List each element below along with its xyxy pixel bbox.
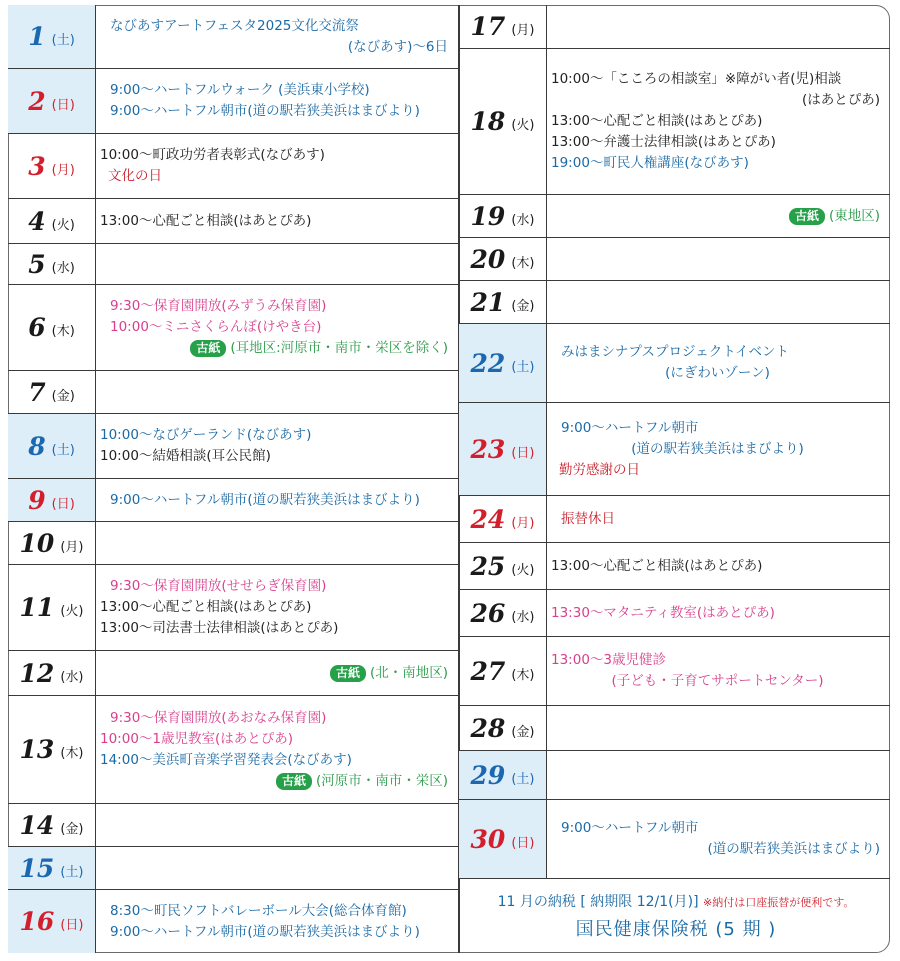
day-row [459,705,890,750]
day-number: 23 [470,434,506,464]
event-list [100,134,452,198]
day-number: 19 [470,201,506,231]
event-list [100,414,452,478]
day-number: 27 [470,656,506,686]
paper-collection-badge: 古紙 [789,208,825,225]
event-item: 13:00～心配ごと相談(はあとぴあ) [100,212,312,229]
date-cell [8,479,96,521]
event-item: (はあとぴあ) [801,92,880,108]
day-of-week: (土) [51,33,75,48]
day-row [459,750,890,799]
event-list [551,403,884,495]
date-cell [8,414,96,478]
paper-collection-area: (河原市・南市・栄区) [315,772,448,789]
tax-deadline [462,891,890,911]
day-of-week: (日) [60,918,84,933]
date-cell [459,238,547,280]
day-row [459,323,890,402]
event-list [551,543,884,589]
day-number: 29 [470,760,506,790]
event-list [100,5,452,68]
day-number: 28 [470,713,506,743]
date-cell [459,49,547,194]
event-list [551,496,884,542]
event-item: 振替休日 [561,510,615,527]
event-item: (子ども・子育てサポートセンター) [611,673,824,689]
event-item: 9:00～ハートフルウォーク (美浜東小学校) [110,82,370,98]
date-cell [8,5,96,68]
day-number: 14 [19,810,55,840]
event-item: みはまシナプスプロジェクトイベント [561,344,790,360]
day-of-week: (金) [60,821,84,837]
event-item: 10:00～「こころの相談室」※障がい者(児)相談 [551,71,842,87]
event-list [551,706,884,750]
paper-collection [100,338,452,359]
paper-collection [100,771,452,792]
paper-collection-badge: 古紙 [330,665,366,682]
event-list [100,522,452,564]
tax-deadline-text: 11 月の納税 [ 納期限 12/1(月)] [497,894,699,910]
day-of-week: (日) [51,496,75,512]
day-row [8,564,458,650]
date-cell [459,281,547,323]
day-number: 24 [470,504,506,534]
day-of-week: (木) [511,667,535,683]
event-item: 13:00～司法書士法律相談(はあとぴあ) [100,620,339,636]
date-cell [8,696,96,803]
day-row [8,846,458,889]
event-list [100,565,452,650]
event-list [551,238,884,280]
day-row [459,636,890,705]
day-of-week: (金) [511,724,535,740]
day-number: 11 [19,593,55,622]
day-number: 12 [19,658,55,688]
day-row [8,889,458,953]
event-list [551,751,884,799]
event-item: 9:00～ハートフル朝市 [561,820,699,836]
day-number: 15 [19,853,55,883]
paper-collection [100,663,452,684]
day-row [8,413,458,478]
event-item: 9:30～保育園開放(せせらぎ保育園) [110,578,327,594]
event-item: (なびあす)～6日 [347,38,448,55]
day-row [459,237,890,280]
day-number: 6 [28,313,46,342]
day-number: 21 [470,287,506,317]
event-item: 10:00～ミニさくらんぼ(けやき台) [110,319,322,335]
day-row [459,589,890,636]
date-cell [8,522,96,564]
day-number: 25 [470,551,506,581]
day-number: 13 [19,735,55,764]
event-list [100,479,452,521]
date-cell [8,69,96,133]
event-item: 10:00～結婚相談(耳公民館) [100,448,271,464]
date-cell [8,890,96,953]
day-of-week: (火) [60,604,84,619]
day-number: 20 [470,244,506,274]
date-cell [459,751,547,799]
date-cell [459,590,547,636]
paper-collection-area: (北・南地区) [369,664,448,681]
event-list [100,69,452,133]
day-row [459,542,890,589]
day-number: 4 [28,206,46,236]
event-list [551,195,884,237]
event-list [551,637,884,705]
event-list [100,651,452,695]
event-list [100,696,452,803]
event-list [100,804,452,846]
event-list [551,590,884,636]
day-number: 22 [470,348,506,378]
event-item: 9:00～ハートフル朝市(道の駅若狭美浜はまびより) [110,923,420,940]
day-number: 7 [28,377,46,407]
day-row [8,68,458,133]
date-cell [8,847,96,889]
day-number: 8 [28,431,46,461]
day-number: 3 [28,151,46,181]
day-row [459,799,890,878]
paper-collection-area: (東地区) [828,207,880,224]
day-number: 10 [19,528,55,558]
event-item: (道の駅若狭美浜はまびより) [707,841,880,857]
date-cell [8,244,96,284]
day-of-week: (土) [511,771,535,787]
date-cell [8,804,96,846]
day-number: 5 [28,249,46,279]
day-of-week: (火) [511,118,535,133]
date-cell [459,706,547,750]
day-number: 26 [470,598,506,628]
event-list [551,5,884,48]
event-item: (道の駅若狭美浜はまびより) [631,440,804,457]
day-of-week: (日) [511,445,535,461]
day-of-week: (日) [51,97,75,113]
event-item: 13:00～心配ごと相談(はあとぴあ) [551,557,763,574]
event-item: 9:00～ハートフル朝市(道の駅若狭美浜はまびより) [110,103,420,119]
day-of-week: (月) [511,515,535,531]
day-row [8,243,458,284]
date-cell [459,543,547,589]
day-row [8,521,458,564]
day-row [459,48,890,194]
day-of-week: (日) [511,835,535,851]
event-item: 10:00～1歳児教室(はあとぴあ) [100,730,294,747]
day-row [8,803,458,846]
tax-note: ※納付は口座振替が便利です。 [703,896,855,909]
event-item: 14:00～美浜町音楽学習発表会(なびあす) [100,751,352,768]
paper-collection-badge: 古紙 [276,773,312,790]
day-row [8,133,458,198]
event-item: 19:00～町民人権講座(なびあす) [551,155,749,171]
day-number: 18 [470,107,506,136]
day-row [8,198,458,243]
event-list [100,890,452,953]
event-list [551,49,884,194]
event-item: (にぎわいゾーン) [665,365,770,381]
date-cell [459,800,547,878]
event-item: 9:00～ハートフル朝市 [561,419,699,436]
day-of-week: (土) [511,359,535,375]
date-cell [459,195,547,237]
day-of-week: (月) [511,23,535,38]
tax-item: 国民健康保険税 (5 期 ) [575,919,777,940]
date-cell [8,285,96,370]
day-number: 9 [28,485,46,515]
day-row [459,5,890,48]
date-cell [8,371,96,413]
event-item: 13:30～マタニティ教室(はあとぴあ) [551,604,775,621]
date-cell [459,403,547,495]
event-list [100,371,452,413]
date-cell [8,199,96,243]
event-item: 9:00～ハートフル朝市(道の駅若狭美浜はまびより) [110,491,420,508]
day-of-week: (木) [60,746,84,761]
date-cell [459,324,547,402]
event-list [100,847,452,889]
event-item: 8:30～町民ソフトバレーボール大会(総合体育館) [110,902,407,919]
event-item: 13:00～3歳児健診 [551,652,666,668]
day-number: 1 [28,22,46,51]
event-item: 10:00～町政功労者表彰式(なびあす) [100,147,325,163]
date-cell [459,496,547,542]
day-row [459,280,890,323]
event-list [100,244,452,284]
day-row [459,495,890,542]
day-of-week: (木) [511,255,535,271]
day-of-week: (水) [51,260,75,276]
date-cell [8,651,96,695]
day-of-week: (土) [60,864,84,880]
event-item: 文化の日 [108,168,162,184]
day-row [8,5,458,68]
day-row [8,370,458,413]
event-item: 13:00～弁護士法律相談(はあとぴあ) [551,134,776,150]
event-item: 9:30～保育園開放(みずうみ保育園) [110,298,327,314]
paper-collection-badge: 古紙 [190,340,226,357]
paper-collection-area: (耳地区:河原市・南市・栄区を除く) [230,340,448,356]
event-item: 13:00～心配ごと相談(はあとぴあ) [100,599,312,615]
date-cell [8,565,96,650]
day-of-week: (水) [60,669,84,685]
day-of-week: (火) [51,217,75,233]
day-of-week: (月) [60,539,84,555]
day-row [8,695,458,803]
date-cell [459,5,547,48]
day-of-week: (水) [511,212,535,228]
day-row [8,284,458,370]
day-of-week: (木) [51,324,75,339]
event-item: 13:00～心配ごと相談(はあとぴあ) [551,113,763,129]
date-cell [459,637,547,705]
event-item: 10:00～なびゲーランド(なびあす) [100,427,312,443]
event-item: なびあすアートフェスタ2025文化交流祭 [110,17,359,34]
event-list [100,199,452,243]
event-item: 勤労感謝の日 [559,461,640,478]
day-of-week: (金) [51,388,75,404]
day-number: 2 [28,86,46,116]
event-list [551,324,884,402]
day-of-week: (水) [511,609,535,625]
day-row [8,650,458,695]
event-list [551,281,884,323]
day-number: 16 [19,907,55,936]
day-row [8,478,458,521]
day-of-week: (金) [511,298,535,314]
event-list [100,285,452,370]
day-of-week: (月) [51,162,75,178]
day-row [459,402,890,495]
tax-notice [462,873,890,953]
day-number: 30 [470,824,506,854]
paper-collection [551,206,884,227]
day-number: 17 [470,12,506,41]
event-list [551,800,884,878]
day-of-week: (火) [511,562,535,578]
day-row [459,194,890,237]
date-cell [8,134,96,198]
event-item: 9:30～保育園開放(あおなみ保育園) [110,709,327,726]
day-of-week: (土) [51,442,75,458]
